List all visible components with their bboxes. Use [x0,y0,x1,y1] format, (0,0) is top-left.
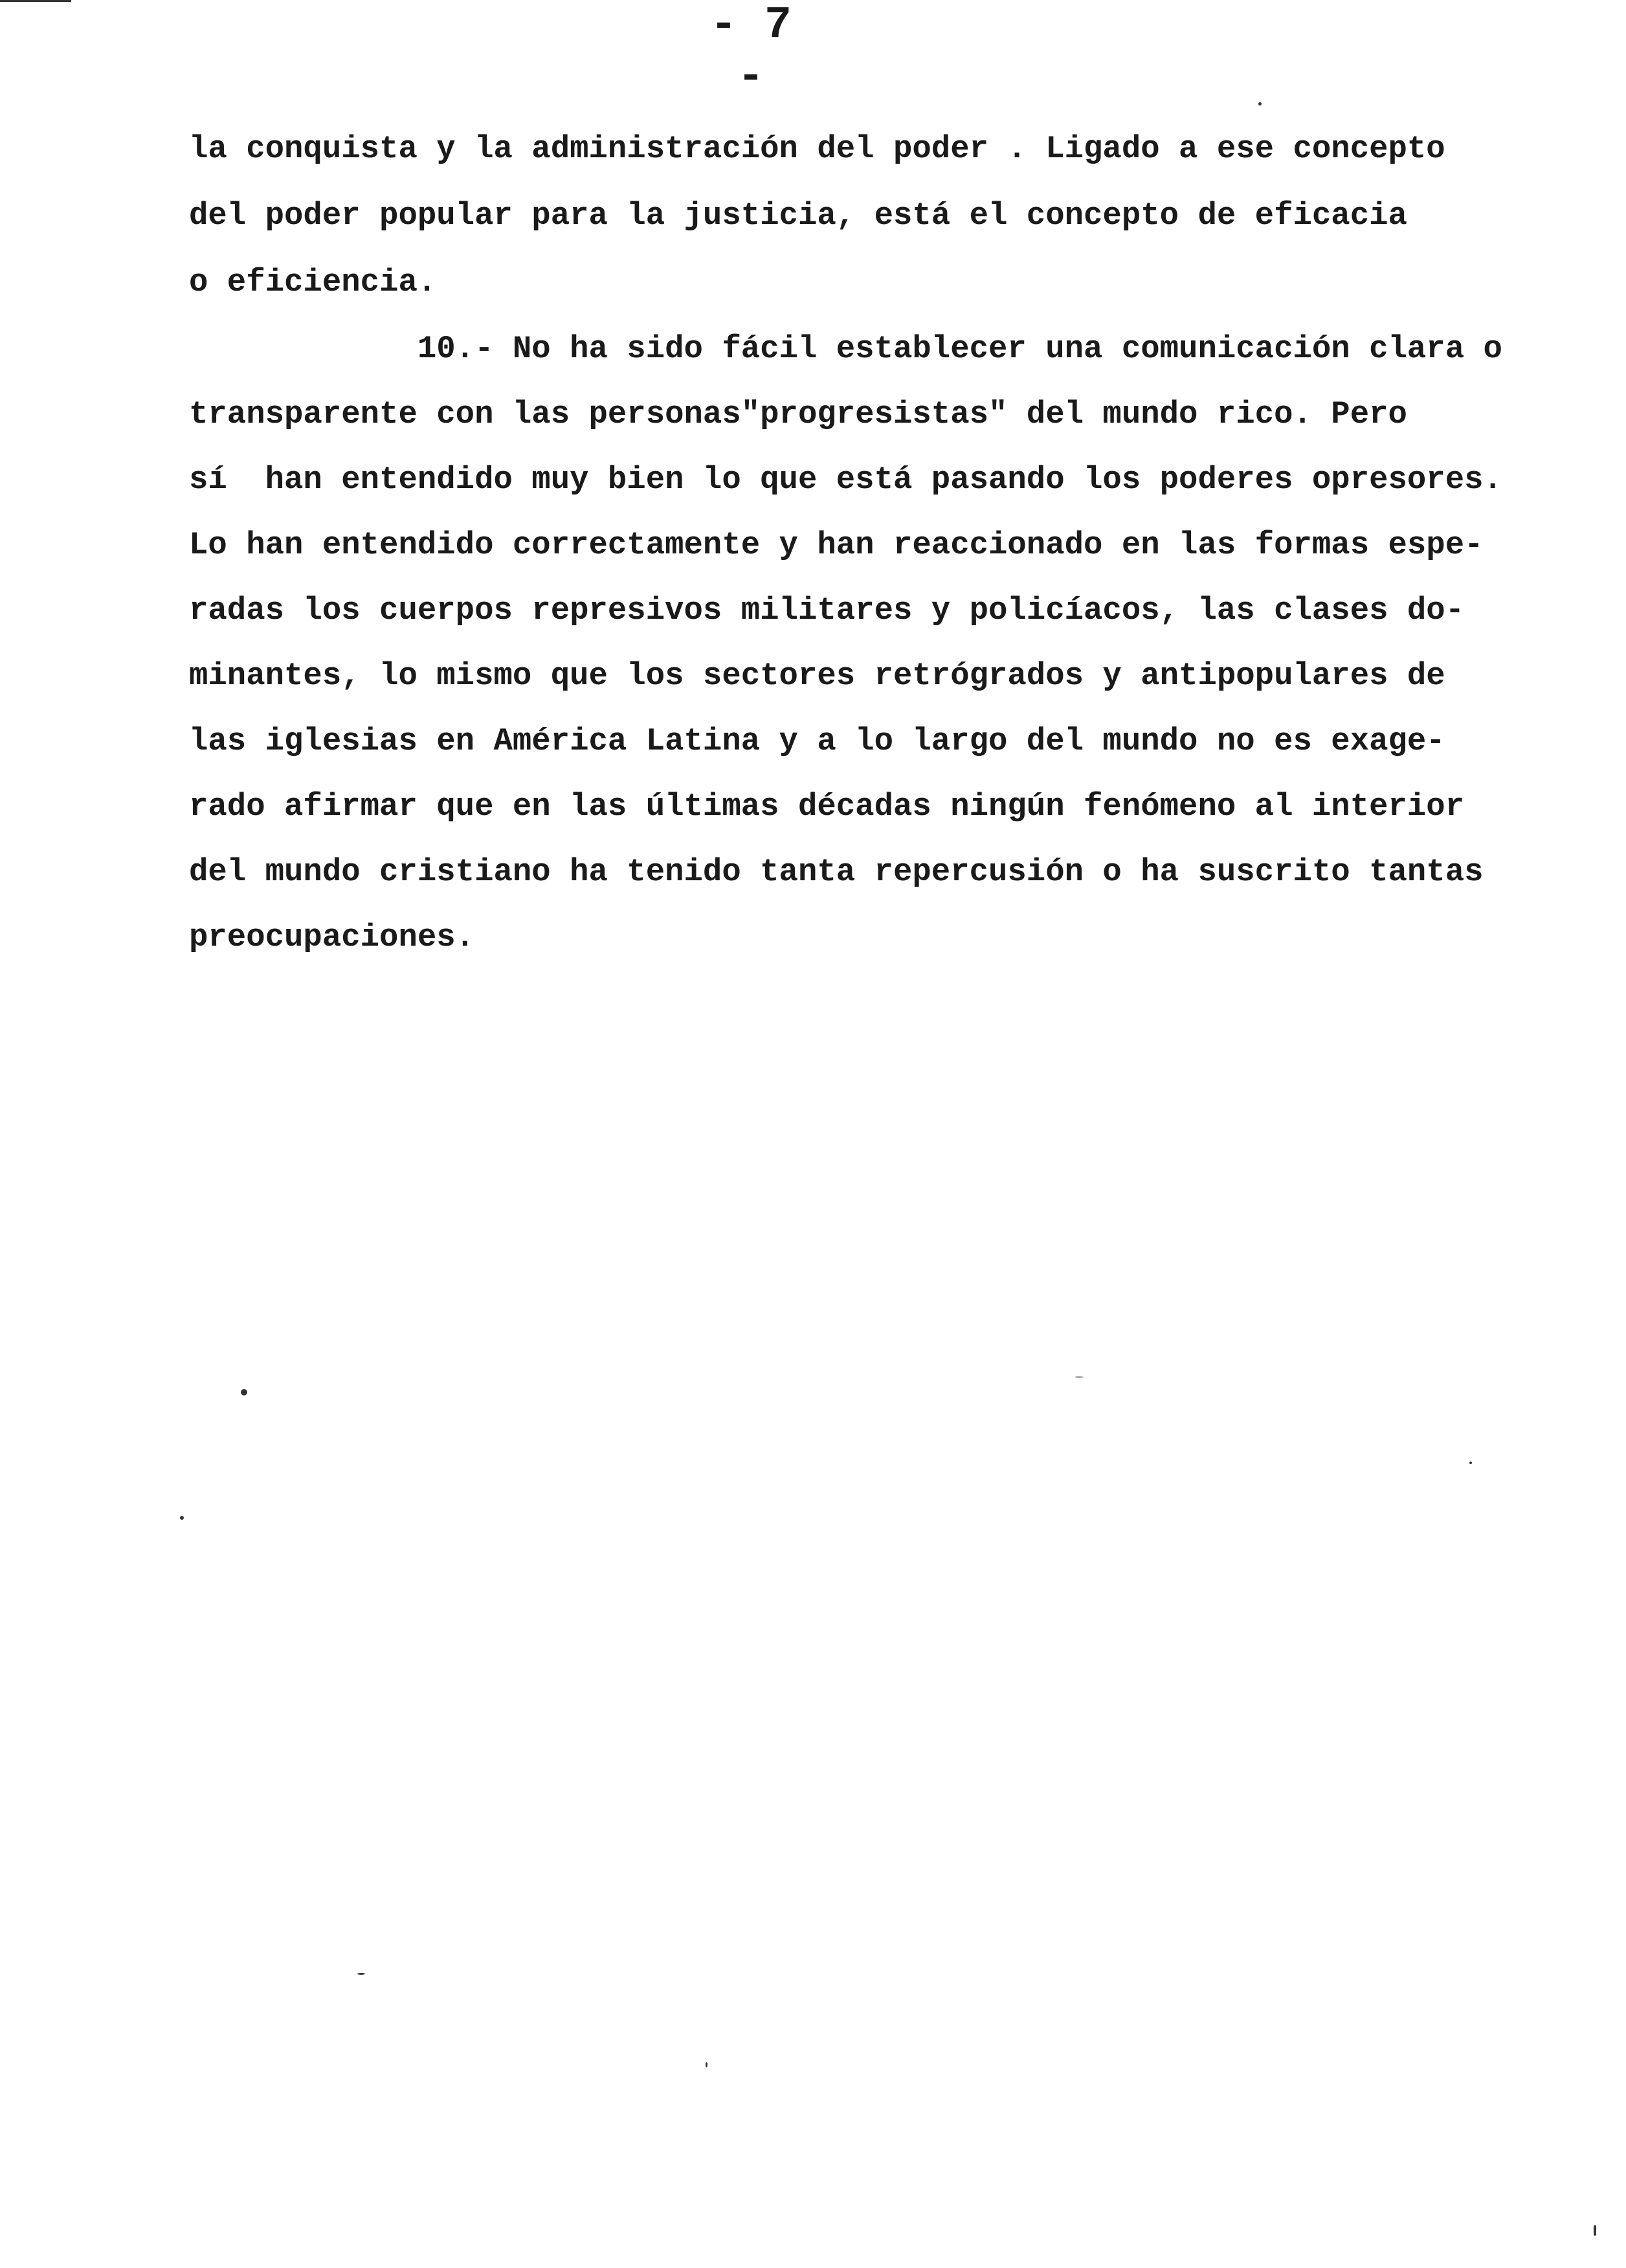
page-number: - 7 - [709,0,792,103]
text-line: transparente con las personas"progresistas" del mundo rico. Pero [189,396,1407,432]
scan-speck [1075,1376,1084,1378]
scan-speck [180,1516,184,1520]
text-line: del poder popular para la justicia, está el concepto de eficacia [189,197,1407,234]
text-line: preocupaciones. [189,919,475,955]
text-line: minantes, lo mismo que los sectores retrógrados y antipopulares de [189,658,1445,694]
scan-speck [1258,102,1262,106]
text-line: del mundo cristiano ha tenido tanta repercusión o ha suscrito tantas [189,854,1484,890]
text-line: sí han entendido muy bien lo que está pasando los poderes opresores. [189,461,1502,498]
text-line: rado afirmar que en las últimas décadas ningún fenómeno al interior [189,788,1465,825]
text-line: radas los cuerpos represivos militares y policíacos, las clases do- [189,592,1465,628]
scan-speck [357,1973,365,1975]
top-left-rule [0,0,71,2]
text-line: 10.- No ha sido fácil establecer una comunicación clara o [189,331,1502,367]
text-line: o eficiencia. [189,264,437,300]
scan-speck [706,2062,707,2067]
text-line: la conquista y la administración del poder . Ligado a ese concepto [189,131,1445,167]
scan-speck [241,1389,247,1395]
text-line: las iglesias en América Latina y a lo largo del mundo no es exage- [189,723,1445,759]
scan-speck [1594,2225,1596,2236]
text-line: Lo han entendido correctamente y han reaccionado en las formas espe- [189,527,1484,563]
scan-speck [1469,1462,1472,1464]
